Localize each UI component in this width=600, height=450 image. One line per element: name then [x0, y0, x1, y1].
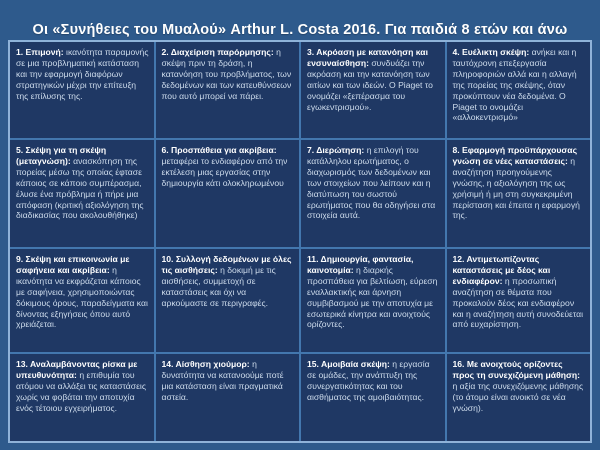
- habit-body: η αξία της συνεχιζόμενης μάθησης (το άτομο είναι ανοικτό σε νέα γνώση).: [452, 380, 584, 413]
- habit-title: 9. Σκέψη και επικοινωνία με σαφήνεια και ακρίβεια:: [16, 254, 130, 275]
- habit-body: η προσωπική αναζήτηση σε θέματα που προκαλούν δέος και ενδιαφέρον και η αναζήτηση αυτή συνοδεύεται από ευχαρίστηση.: [452, 275, 584, 330]
- habit-body: ανήκει και η ταυτόχρονη επεξεργασία πληροφοριών αλλά και η αλλαγή της πορείας της σκέψης, όταν προκύπτουν νέα δεδομένα. Ο Piaget το ονομάζει «αλλοκεντρισμό»: [452, 47, 577, 123]
- habit-title: 13. Αναλαμβάνοντας ρίσκα με υπευθυνότητα:: [16, 359, 138, 380]
- habit-body: η επιλογή του κατάλληλου ερωτήματος, ο διαχωρισμός των δεδομένων και των στοιχείων που λείπουν και η διατύπωση του σωστού ερωτήματος που θα οδηγήσει στα στοιχεία αυτά.: [307, 145, 436, 221]
- habit-title: 12. Αντιμετωπίζοντας καταστάσεις με δέος και ενδιαφέρον:: [452, 254, 551, 286]
- habit-cell-2: [156, 42, 300, 138]
- habit-title: 15. Αμοιβαία σκέψη:: [307, 359, 390, 369]
- habit-body: η δυνατότητα να κατανοούμε ποτέ μια κατάσταση είναι πραγματικά αστεία.: [161, 359, 284, 402]
- habit-title: 3. Ακρόαση με κατανόηση και ενσυναίσθηση:: [307, 47, 428, 68]
- habit-body: συνδυάζει την ακρόαση και την κατανόηση των αιτίων και των ιδεών. Ο Piaget το ονομάζει «ξεπέρασμα του εγωκεντρισμού».: [307, 57, 433, 112]
- habit-title: 2. Διαχείριση παρόρμησης:: [161, 47, 274, 57]
- habit-title: 6. Προσπάθεια για ακρίβεια:: [161, 145, 277, 155]
- habit-title: 14. Αίσθηση χιούμορ:: [161, 359, 250, 369]
- habit-cell-15: [301, 354, 445, 441]
- habit-cell-9: [10, 249, 154, 352]
- habit-cell-16: [447, 354, 591, 441]
- habit-body: η επιθυμία του ατόμου να αλλάξει τις καταστάσεις χωρίς να φοβάται την αποτυχία ενός τέτοιου εγχειρήματος.: [16, 369, 146, 413]
- habit-cell-4: [447, 42, 591, 138]
- habit-body: η σκέψη πριν τη δράση, η κατανόηση του προβλήματος, των δεδομένων και των κατευθύνσεων που αυτό μπορεί να πάρει.: [161, 47, 292, 101]
- habit-cell-7: [301, 140, 445, 247]
- habit-title: 11. Δημιουργία, φαντασία, καινοτομία:: [307, 254, 414, 275]
- habit-title: 1. Επιμονή:: [16, 47, 64, 57]
- habit-cell-8: [447, 140, 591, 247]
- habit-title: 4. Ευέλικτη σκέψη:: [452, 47, 530, 57]
- habit-body: ανασκόπηση της πορείας μέσω της οποίας έφτασε κάποιος σε κάποιο συμπέρασμα, έλυσε ένα πρόβλημα ή πήρε μια απόφαση (κριτική αξιολόγηση της διαδικασίας που ακολουθήθηκε): [16, 155, 144, 221]
- habit-cell-1: [10, 42, 154, 138]
- habit-cell-12: [447, 249, 591, 352]
- habit-body: η εργασία σε ομάδες, την ανάπτυξη της συνεργατικότητας και του αισθήματος της αμοιβαιότητας.: [307, 359, 430, 402]
- habit-title: 16. Με ανοιχτούς ορίζοντες προς τη συνεχιζόμενη μάθηση:: [452, 359, 580, 380]
- habit-title: 8. Εφαρμογή προϋπάρχουσας γνώση σε νέες καταστάσεις:: [452, 145, 578, 166]
- habit-body: η διαρκής προσπάθεια για βελτίωση, εύρεση εναλλακτικής και άρνηση συμβιβασμού με την αποτυχία με εσωτερικά κίνητρα και ανοιχτούς ορίζοντες.: [307, 264, 438, 330]
- habit-body: ικανότητα παραμονής σε μια προβληματική κατάσταση και την εφαρμογή διαφόρων στρατηγικών μέχρι την επίτευξη της επίλυσης της.: [16, 47, 149, 101]
- habits-table: [8, 40, 592, 443]
- habit-cell-6: [156, 140, 300, 247]
- habit-title: 5. Σκέψη για τη σκέψη (μεταγνώση):: [16, 145, 107, 166]
- habit-cell-13: [10, 354, 154, 441]
- habit-cell-11: [301, 249, 445, 352]
- habit-body: μεταφέρει το ενδιαφέρον από την εκτέλεση μιας εργασίας στην δημιουργία κάτι ολοκληρωμένου: [161, 155, 288, 188]
- habit-body: η ικανότητα να εκφράζεται κάποιος με σαφήνεια, χρησιμοποιώντας δόκιμους όρους, παραδείγματα και δίνοντας εξηγήσεις όπου αυτό χρειάζεται.: [16, 264, 148, 330]
- habit-cell-10: [156, 249, 300, 352]
- habit-title: 7. Διερώτηση:: [307, 145, 365, 155]
- habit-cell-14: [156, 354, 300, 441]
- page-title: Οι «Συνήθειες του Μυαλού» Arthur L. Costa 2016. Για παιδιά 8 ετών και άνω: [32, 22, 568, 38]
- habit-cell-5: [10, 140, 154, 247]
- habit-body: η δοκιμή με τις αισθήσεις, συμμετοχή σε καταστάσεις και όχι να αρκούμαστε σε περιγραφές.: [161, 264, 276, 308]
- habit-body: η αναζήτηση προηγούμενης γνώσης, η αξιολόγηση της ως χρήσιμή ή μη στη συγκεκριμένη περίσταση και έπειτα η εφαρμογή της.: [452, 155, 580, 221]
- habit-title: 10. Συλλογή δεδομένων με όλες τις αισθήσεις:: [161, 254, 292, 275]
- habit-cell-3: [301, 42, 445, 138]
